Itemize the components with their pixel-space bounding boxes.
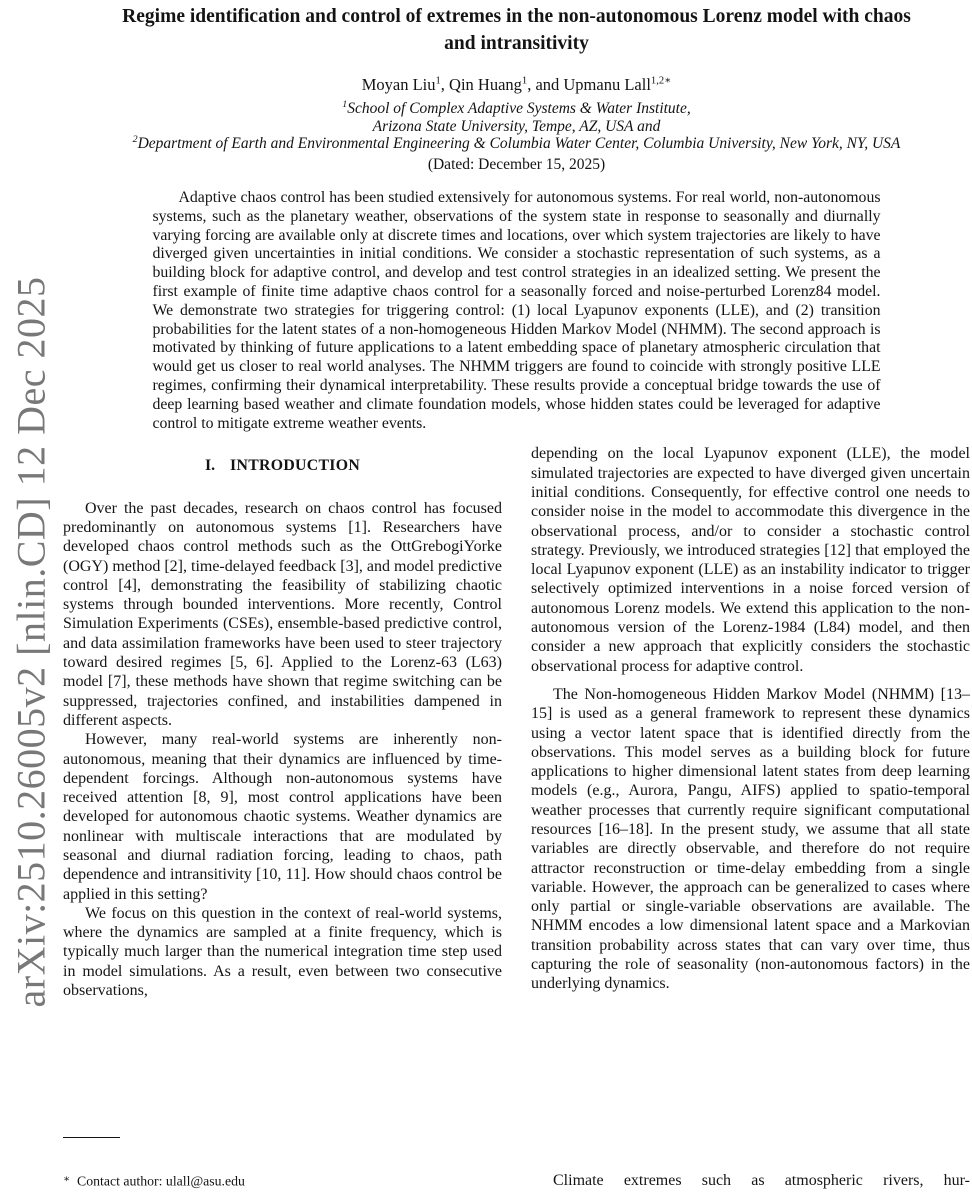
- footnote-line: [63, 1172, 502, 1190]
- affiliation-line-3: [63, 135, 970, 153]
- paragraph: The Non-homogeneous Hidden Markov Model (NHMM) [13–15] is used as a general framework to represent these dynamics using a vector latent space that is identified directly from the observations. This model serves as a building block for future applications to higher dimensional latent states from deep learning models (e.g., Aurora, Pangu, AIFS) applied to spatio-temporal weather processes that currently require significant computational resources [16–18]. In the present study, we assume that all state variables are directly observable, and therefore do not require attractor reconstruction or time-delay embedding from a single variable. However, the approach can be generalized to cases where only partial or single-variable observations are available. The NHMM encodes a low dimensional latent space and a Markovian transition probability across states that can vary over time, thus capturing the role of seasonality (non-autonomous factors) in the underlying dynamics.: [531, 685, 970, 993]
- abstract-block: [153, 189, 881, 433]
- section-heading-introduction: [63, 456, 502, 475]
- affiliation-line-2: [63, 118, 970, 136]
- author-name: Moyan Liu: [361, 74, 436, 94]
- author-separator: , and: [527, 74, 564, 94]
- section-title: INTRODUCTION: [230, 457, 361, 475]
- author-superscript: 1: [435, 75, 441, 87]
- affiliation-text: Department of Earth and Environmental Engineering & Columbia Water Center, Columbia University, New York, NY, USA: [137, 135, 901, 153]
- author-3: [563, 75, 671, 94]
- paragraph: However, many real-world systems are inherently non-autonomous, meaning that their dynamics are influenced by time-dependent forcings. Although non-autonomous systems have received attention [8, 9], most control applications have been developed for autonomous chaotic systems. Weather dynamics are nonlinear with multiscale interactions that are modulated by seasonal and diurnal radiation forcing, leading to chaos, path dependence and intransitivity [10, 11]. How should chaos control be applied in this setting?: [63, 731, 502, 903]
- author-name: Qin Huang: [449, 74, 522, 94]
- paragraph: Climate extremes such as atmospheric rivers, hur-: [553, 1171, 970, 1189]
- author-superscript: 1,2∗: [650, 75, 672, 87]
- author-superscript: 1: [521, 75, 528, 87]
- paper-title: Regime identification and control of extremes in the non-autonomous Lorenz model with chaos and intransitivity: [122, 6, 911, 54]
- author-separator: ,: [440, 74, 450, 94]
- author-1: [362, 75, 449, 94]
- paragraph: Over the past decades, research on chaos control has focused predominantly on autonomous systems [1]. Researchers have developed chaos control methods such as the OttGrebogiYorke (OGY) method [2], time-delayed feedback [3], and model predictive control [4], demonstrating the feasibility of stabilizing chaotic systems through bounded interventions. More recently, Control Simulation Experiments (CSEs), ensemble-based predictive control, and data assimilation frameworks have been used to steer trajectory toward desired regimes [5, 6]. Applied to the Lorenz-63 (L63) model [7], these methods have shown that regime switching can be suppressed, trajectories confined, and instabilities dampened in different aspects.: [63, 499, 502, 729]
- section-number: I.: [204, 457, 216, 475]
- affiliation-text: School of Complex Adaptive Systems & Water Institute,: [347, 99, 691, 117]
- footnote-rule: [63, 1137, 120, 1138]
- arxiv-watermark: arXiv:2510.26005v2 [nlin.CD] 12 Dec 2025: [8, 276, 54, 1008]
- abstract-text: Adaptive chaos control has been studied extensively for autonomous systems. For real world, non-autonomous systems, such as the planetary weather, observations of the system state in response to seasonally and diurnally varying forcing are available only at discrete times and locations, over which system trajectories are likely to have diverged given uncertainties in initial conditions. We consider a stochastic representation of such systems, as a building block for adaptive control, and develop and test control strategies in an idealized setting. We present the first example of finite time adaptive chaos control for a seasonally forced and noise-perturbed Lorenz84 model. We demonstrate two strategies for triggering control: (1) local Lyapunov exponents (LLE), and (2) transition probabilities for the latent states of a non-homogeneous Hidden Markov Model (NHMM). The second approach is motivated by thinking of future applications to a latent embedding space of planetary atmospheric circulation that would get us closer to real world analyses. The NHMM triggers are found to coincide with strongly positive LLE regimes, confirming their dynamical interpretability. These results provide a conceptual bridge towards the use of deep learning based weather and climate foundation models, whose hidden states could be leveraged for adaptive control to mitigate extreme weather events.: [152, 189, 881, 432]
- body-columns: [63, 444, 970, 1190]
- paragraph: We focus on this question in the context of real-world systems, where the dynamics are sampled at a finite frequency, which is typically much larger than the numerical integration time step used in model simulations. As a result, even between two consecutive observations,: [63, 904, 502, 1000]
- left-column: [63, 444, 502, 1190]
- authors-line: [63, 75, 970, 95]
- affiliation-line-1: [63, 100, 970, 118]
- author-name: Upmanu Lall: [563, 74, 651, 94]
- affiliations-block: [63, 100, 970, 174]
- affiliation-text: Arizona State University, Tempe, AZ, USA and: [372, 117, 661, 135]
- dated-line: (Dated: December 15, 2025): [427, 156, 606, 174]
- affiliation-superscript: 1: [342, 98, 348, 110]
- paragraph: depending on the local Lyapunov exponent (LLE), the model simulated trajectories are expected to have diverged given uncertain initial conditions. Consequently, for effective control one needs to consider noise in the model to accommodate this divergence in the observational process, and/or to consider a stochastic control strategy. Previously, we introduced strategies [12] that employed the local Lyapunov exponent (LLE) as an instability indicator to trigger selectively optimized interventions in a noise forced version of autonomous Lorenz models. We extend this application to the non-autonomous version of the Lorenz-1984 (L84) model, and then consider a new approach that explicitly considers the stochastic observational process for adaptive control.: [531, 445, 970, 675]
- author-2: [449, 75, 563, 94]
- footnote-marker: ∗: [63, 1174, 71, 1186]
- right-column: [531, 444, 970, 1190]
- contact-email-text: Contact author: ulall@asu.edu: [77, 1174, 245, 1189]
- footnote-block: [63, 1137, 502, 1190]
- affiliation-superscript: 2: [132, 134, 138, 146]
